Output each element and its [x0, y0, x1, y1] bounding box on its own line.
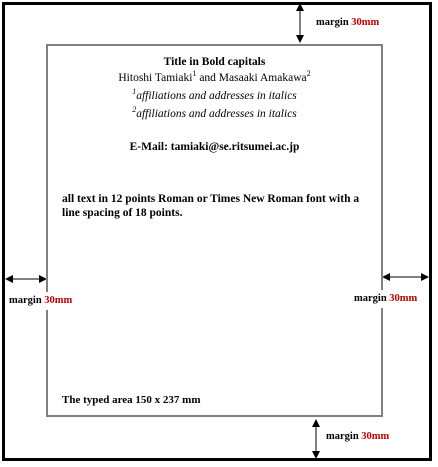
affiliation-2-sup: 2	[132, 105, 137, 115]
left-margin-value: 30mm	[44, 295, 73, 306]
bottom-margin-label	[323, 428, 392, 446]
affiliation-2: affiliations and addresses in italics	[136, 108, 297, 120]
top-margin-value: 30mm	[351, 17, 380, 28]
right-margin-value: 30mm	[389, 293, 418, 304]
right-margin-word: margin	[354, 293, 387, 304]
affiliation-2-line	[48, 107, 381, 121]
bottom-margin-word: margin	[326, 431, 359, 442]
left-margin-label	[6, 292, 75, 310]
bottom-margin-value: 30mm	[361, 431, 390, 442]
author-2-sup: 2	[306, 69, 311, 79]
right-margin-label	[351, 290, 420, 308]
author-1-sup: 1	[192, 69, 197, 79]
affiliation-1-line	[48, 89, 381, 103]
top-margin-word: margin	[316, 17, 349, 28]
body-text: all text in 12 points Roman or Times New Roman font with a line spacing of 18 points.	[62, 193, 360, 219]
author-and: and Masaaki Amakawa	[196, 72, 307, 84]
affiliation-1-sup: 1	[132, 87, 137, 97]
top-margin-label	[313, 14, 382, 32]
authors-line	[48, 71, 381, 85]
typed-area-box	[46, 44, 383, 417]
email-line: E-Mail: tamiaki@se.ritsumei.ac.jp	[129, 141, 300, 153]
author-1: Hitoshi Tamiaki	[118, 72, 193, 84]
left-margin-word: margin	[9, 295, 42, 306]
typed-area-caption: The typed area 150 x 237 mm	[62, 394, 201, 406]
affiliation-1: affiliations and addresses in italics	[136, 90, 297, 102]
paper-title: Title in Bold capitals	[163, 56, 266, 68]
